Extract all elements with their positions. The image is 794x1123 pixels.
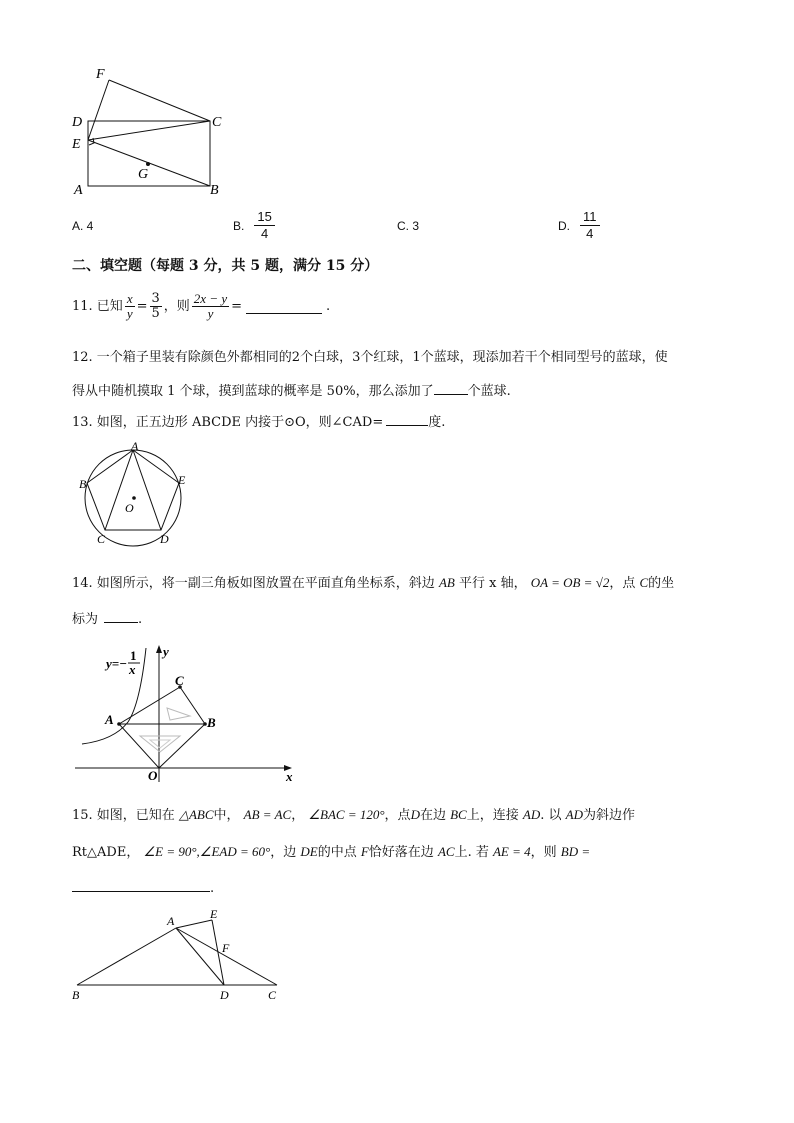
q15-line2-e: 恰好落在边 <box>368 845 434 860</box>
q11-f2-den: 5 <box>151 306 160 321</box>
ruler-ghost-top <box>167 708 190 720</box>
q11-f1-den: y <box>126 306 133 321</box>
q11-eq2: = <box>231 298 243 314</box>
q10-option-d-den: 4 <box>586 226 594 241</box>
q15-rt-ade: Rt△ADE <box>72 845 127 860</box>
segment-ac <box>105 450 133 530</box>
label-o: O <box>125 501 134 515</box>
q13-text-b: 度. <box>428 415 446 430</box>
q10-option-b-fraction <box>254 209 274 242</box>
q13-text <box>72 412 445 432</box>
label-f: F <box>96 67 105 82</box>
q10-option-b <box>233 209 275 242</box>
y-axis-arrow <box>156 645 162 653</box>
y-axis-label: y <box>163 644 169 659</box>
label-e: E <box>210 907 218 921</box>
q12-line2-b: 个蓝球. <box>467 384 511 399</box>
q14-answer-blank[interactable] <box>104 609 138 623</box>
q14-line1 <box>72 574 674 593</box>
point-a <box>117 722 121 726</box>
q13-answer-blank[interactable] <box>386 412 428 426</box>
q10-option-d-label: D. <box>558 218 570 233</box>
q15-line2 <box>72 843 590 862</box>
q12-line1: 12. 一个箱子里装有除颜色外都相同的2个白球，3个红球，1个蓝球，现添加若干个相同型号的蓝球，使 <box>72 350 668 365</box>
q11-answer-blank[interactable] <box>246 299 322 314</box>
label-e: E <box>178 473 186 487</box>
ruler-ghost-bottom <box>140 736 180 752</box>
q11-fraction-expr <box>192 292 229 321</box>
q15-tri: △ABC <box>178 807 214 822</box>
q10-option-d-fraction <box>580 209 600 242</box>
segment-ad <box>133 450 161 530</box>
q15-line2-b: ， <box>126 845 140 860</box>
section-fill-in-title: 二、填空题（每题 3 分，共 5 题，满分 15 分） <box>72 258 379 274</box>
segment-ad <box>176 928 224 985</box>
q10-option-b-num: 15 <box>254 209 274 226</box>
center-o <box>132 496 136 500</box>
q14-line2 <box>72 609 142 629</box>
q11-then: ，则 <box>163 298 190 314</box>
q15-f: F <box>360 844 369 859</box>
q10-option-d-num: 11 <box>580 209 600 226</box>
q15-sep1: ， <box>291 808 305 823</box>
q11-fraction-xy <box>125 292 135 321</box>
q15-d: D <box>410 807 420 822</box>
q15-line3 <box>72 878 214 898</box>
label-d: D <box>220 988 229 1002</box>
label-a: A <box>167 914 175 928</box>
q13-text-a: 13. 如图，正五边形 ABCDE 内接于⊙O，则∠CAD= <box>72 415 384 430</box>
segment-ae <box>176 920 212 928</box>
q11-f2-num: 3 <box>151 291 160 306</box>
q15-line1-a: 15. 如图，已知在 <box>72 808 175 823</box>
q14-line1-a: 14. 如图所示，将一副三角板如图放置在平面直角坐标系，斜边 <box>72 576 435 591</box>
q11-prefix: 11. 已知 <box>72 298 123 314</box>
q10-option-c: C. 3 <box>397 219 420 233</box>
func-label-den: x <box>129 662 136 677</box>
label-a: A <box>131 440 139 453</box>
q15-bc: BC <box>450 807 467 822</box>
label-g: G <box>138 167 149 182</box>
q10-option-d <box>558 209 600 242</box>
q15-answer-blank[interactable] <box>72 878 210 892</box>
q14-line1-d: 的坐 <box>648 576 675 591</box>
q14-figure <box>70 640 300 785</box>
q15-ae: AE = 4 <box>492 844 531 859</box>
q15-line1 <box>72 806 635 825</box>
q11-fraction-35 <box>150 292 162 321</box>
q15-line1-f: . 以 <box>540 808 562 823</box>
label-o: O <box>148 768 158 783</box>
q15-line2-f: 上. 若 <box>454 845 489 860</box>
q12-answer-blank[interactable] <box>434 381 468 395</box>
q15-figure <box>66 905 286 1005</box>
segment-fe <box>88 80 109 140</box>
q15-line3-end: . <box>210 881 215 896</box>
q15-line1-d: 在边 <box>419 808 446 823</box>
point-g <box>146 162 150 166</box>
q15-line2-g: ，则 <box>530 845 557 860</box>
q15-line1-e: 上，连接 <box>466 808 519 823</box>
triangle-acb <box>119 687 205 724</box>
q10-option-a: A. 4 <box>72 219 94 233</box>
segment-ab <box>77 928 176 985</box>
label-a: A <box>105 712 114 727</box>
q11-eq1: = <box>136 298 148 314</box>
segment-ec <box>88 121 210 140</box>
q14-line1-b: 平行 x 轴， <box>458 576 527 591</box>
q12-line2 <box>72 381 511 401</box>
q14-line1-c: ，点 <box>609 576 636 591</box>
q15-line1-c: ，点 <box>384 808 411 823</box>
label-c: C <box>175 673 184 688</box>
segment-ac <box>176 928 277 985</box>
q15-ad: AD <box>522 807 541 822</box>
q11-f1-num: x <box>126 291 133 306</box>
q15-line1-g: 为斜边作 <box>582 808 635 823</box>
q15-line2-d: 的中点 <box>317 845 357 860</box>
q11-f3-den: y <box>207 306 214 321</box>
label-c: C <box>212 115 222 130</box>
q15-line2-c: ，边 <box>270 845 297 860</box>
q15-bd: BD = <box>560 844 591 859</box>
q11 <box>72 292 330 321</box>
q12-line2-a: 得从中随机摸取 1 个球，摸到蓝球的概率是 50%，那么添加了 <box>72 384 434 399</box>
q11-f3-num: 2x − y <box>193 291 228 306</box>
q14-line2-b: . <box>138 612 143 627</box>
label-e: E <box>72 137 81 152</box>
label-b: B <box>79 477 87 491</box>
q11-end: . <box>326 298 331 314</box>
label-a: A <box>74 183 83 198</box>
q15-ab-ac: AB = AC <box>243 807 292 822</box>
q10-option-b-den: 4 <box>260 226 269 241</box>
label-f: F <box>222 941 230 955</box>
q13-figure <box>74 440 194 552</box>
segment-fc <box>109 80 210 121</box>
func-label-num: 1 <box>130 648 137 663</box>
q14-c: C <box>639 575 649 590</box>
q14-line2-a: 标为 <box>72 612 99 627</box>
label-d: D <box>160 532 169 546</box>
func-label-lhs: y=− <box>106 656 128 671</box>
label-d: D <box>72 115 83 130</box>
x-axis-label: x <box>286 769 293 784</box>
label-c: C <box>97 532 106 546</box>
q14-oa-ob: OA = OB = √2 <box>530 575 610 590</box>
q10-figure <box>60 60 240 200</box>
label-b: B <box>72 988 80 1002</box>
label-b: B <box>210 183 219 198</box>
q15-de: DE <box>300 844 318 859</box>
q15-ac: AC <box>437 844 455 859</box>
q14-ab: AB <box>438 575 455 590</box>
q15-angles: ∠E = 90°,∠EAD = 60° <box>143 844 271 859</box>
q10-option-b-label: B. <box>233 218 245 233</box>
label-c: C <box>268 988 277 1002</box>
label-b: B <box>207 715 216 730</box>
q15-ad2: AD <box>565 807 583 822</box>
q15-angle-bac: ∠BAC = 120° <box>308 807 385 822</box>
q15-line1-b: 中， <box>213 808 240 823</box>
